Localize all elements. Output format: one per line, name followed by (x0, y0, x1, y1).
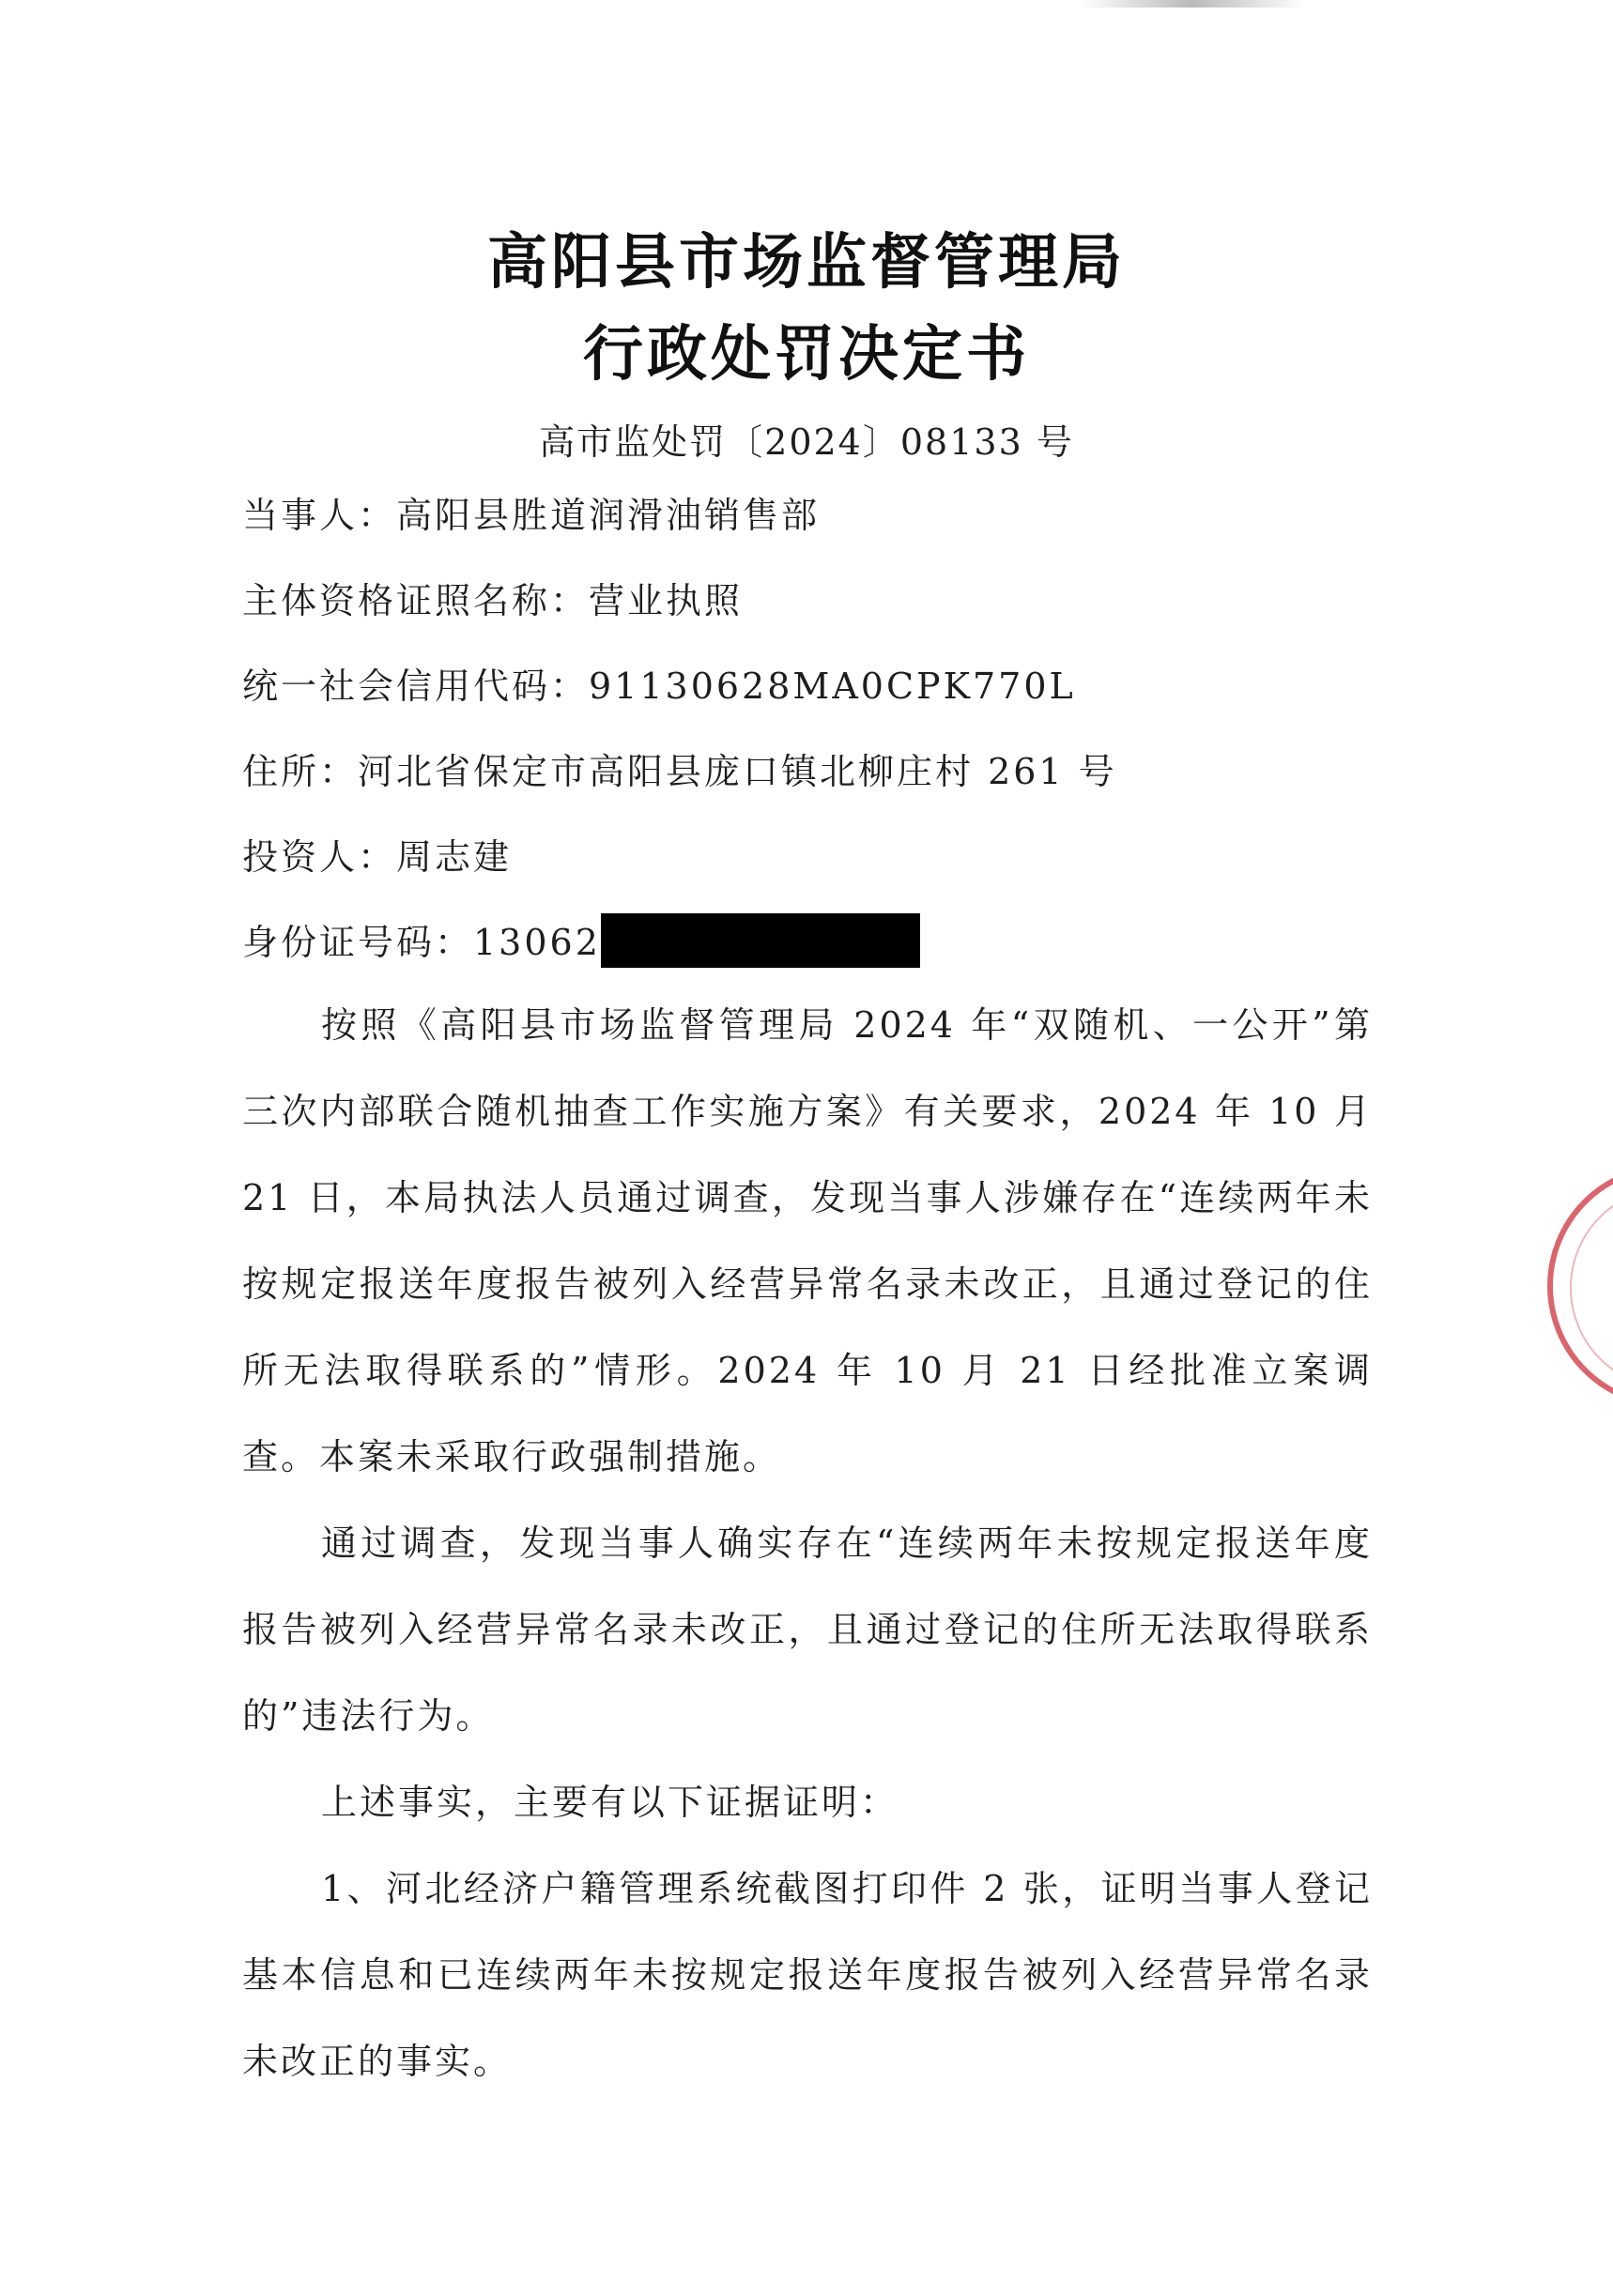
body-paragraph-3: 上述事实，主要有以下证据证明： (321, 1782, 899, 1823)
document-number: 高市监处罚〔2024〕08133 号 (539, 421, 1074, 463)
license-name-field: 主体资格证照名称：营业执照 (242, 580, 744, 621)
seal-inner-ring (1570, 1186, 1613, 1389)
body-paragraph-2: 通过调查，发现当事人确实存在“连续两年未按规定报送年度报告被列入经营异常名录未改正，且通过登记的住所无法取得联系的”违法行为。 (242, 1523, 1373, 1737)
document-title-agency: 高阳县市场监督管理局 (487, 228, 1126, 298)
id-number-label: 身份证号码：13062 (242, 922, 601, 963)
party-name-field: 当事人：高阳县胜道润滑油销售部 (242, 495, 821, 536)
scan-edge-mark (1080, 0, 1305, 8)
redaction-block (601, 913, 920, 968)
credit-code-field: 统一社会信用代码：91130628MA0CPK770L (242, 666, 1076, 707)
investor-field: 投资人：周志建 (242, 836, 513, 878)
id-number-field (242, 913, 920, 968)
body-paragraph-4: 1、河北经济户籍管理系统截图打印件 2 张，证明当事人登记基本信息和已连续两年未按规定报送年度报告被列入经营异常名录未改正的事实。 (242, 1868, 1373, 2082)
official-seal-stamp (1547, 1164, 1613, 1408)
address-field: 住所：河北省保定市高阳县庞口镇北柳庄村 261 号 (242, 751, 1117, 792)
document-title-type: 行政处罚决定书 (583, 320, 1030, 390)
body-paragraph-1: 按照《高阳县市场监督管理局 2024 年“双随机、一公开”第三次内部联合随机抽查工作实施方案》有关要求，2024 年 10 月 21 日，本局执法人员通过调查，发现当事人涉嫌存在“连续两年未按规定报送年度报告被列入经营异常名录未改正，且通过登记的住所无法取得联系的”情形。2024 年 10 月 21 日经批准立案调查。本案未采取行政强制措施。 (242, 1004, 1373, 1477)
